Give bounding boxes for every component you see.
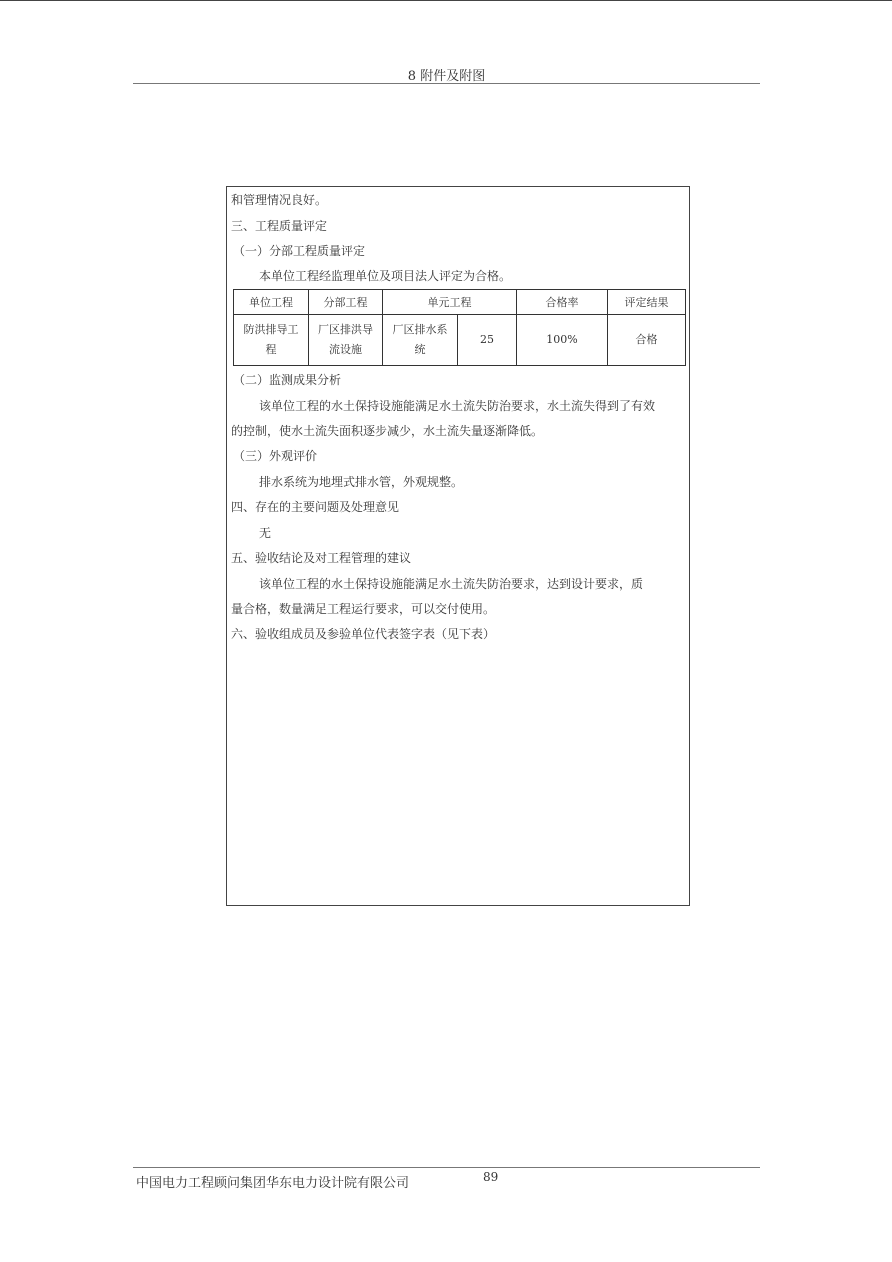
cell-division-line-1: 厂区排洪导	[318, 323, 373, 336]
cell-count: 25	[458, 315, 517, 366]
cell-unit-line-2: 程	[265, 343, 277, 356]
subsection-2-heading: （二）监测成果分析	[233, 373, 342, 387]
paragraph-4: 无	[259, 526, 272, 540]
body-line-1: 和管理情况良好。	[231, 193, 328, 207]
quality-table	[233, 289, 686, 366]
cell-unit	[234, 315, 309, 366]
report-panel	[226, 186, 690, 906]
page-header	[133, 62, 760, 84]
header-result: 评定结果	[608, 290, 686, 315]
cell-rate: 100%	[517, 315, 608, 366]
header-rate: 合格率	[517, 290, 608, 315]
paragraph-1: 本单位工程经监理单位及项目法人评定为合格。	[259, 269, 512, 283]
table-header-row	[234, 290, 686, 315]
section-4-heading: 四、存在的主要问题及处理意见	[231, 500, 400, 514]
cell-element-line-2: 统	[414, 343, 426, 356]
paragraph-3: 排水系统为地埋式排水管，外观规整。	[259, 475, 464, 489]
header-element: 单元工程	[383, 290, 517, 315]
top-border-line	[0, 0, 892, 1]
table-row	[234, 315, 686, 366]
page-number: 89	[483, 1170, 499, 1184]
subsection-1-heading: （一）分部工程质量评定	[233, 244, 366, 258]
cell-element-line-1: 厂区排水系	[392, 323, 448, 336]
paragraph-2-line-1: 该单位工程的水土保持设施能满足水土流失防治要求，水土流失得到了有效	[259, 399, 656, 413]
subsection-3-heading: （三）外观评价	[233, 449, 318, 463]
paragraph-2-line-2: 的控制，使水土流失面积逐步减少，水土流失量逐渐降低。	[231, 424, 544, 438]
cell-division-line-2: 流设施	[329, 343, 362, 356]
cell-element	[383, 315, 458, 366]
header-unit: 单位工程	[234, 290, 309, 315]
footer-company: 中国电力工程顾问集团华东电力设计院有限公司	[136, 1176, 410, 1191]
section-3-heading: 三、工程质量评定	[231, 219, 328, 233]
page-footer	[133, 1167, 760, 1192]
cell-division	[309, 315, 383, 366]
cell-unit-line-1: 防洪排导工	[243, 323, 299, 336]
header-title: 8 附件及附图	[407, 69, 486, 84]
paragraph-5-line-2: 量合格，数量满足工程运行要求，可以交付使用。	[231, 602, 496, 616]
header-division: 分部工程	[309, 290, 383, 315]
section-5-heading: 五、验收结论及对工程管理的建议	[231, 551, 412, 565]
paragraph-5-line-1: 该单位工程的水土保持设施能满足水土流失防治要求，达到设计要求，质	[259, 577, 644, 591]
cell-result: 合格	[608, 315, 686, 366]
section-6-heading: 六、验收组成员及参验单位代表签字表（见下表）	[231, 627, 496, 641]
